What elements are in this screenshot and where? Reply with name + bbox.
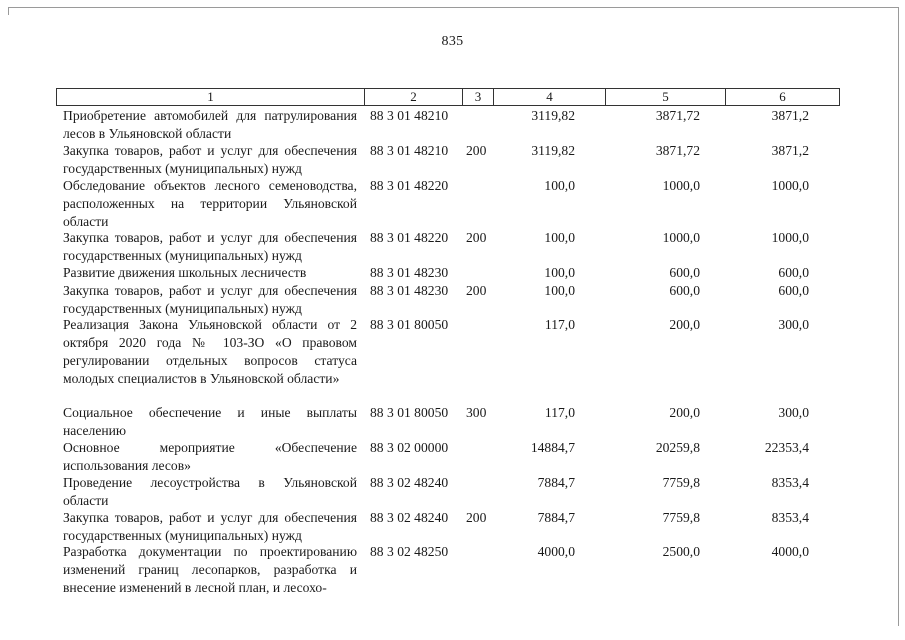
header-col-4: 4: [494, 89, 606, 105]
row-value-col4: 117,0: [544, 405, 575, 420]
row-value-col6: 300,0: [778, 405, 809, 420]
row-value-col4: 100,0: [544, 265, 575, 280]
row-value-col4: 3119,82: [531, 108, 575, 123]
row-value-col6: 600,0: [778, 265, 809, 280]
row-value-col5: 200,0: [669, 317, 700, 332]
row-name: Обследование объектов лесного семеноводства, расположенных на территории Ульяновской области: [63, 178, 357, 229]
header-col-5: 5: [606, 89, 726, 105]
row-name: Разработка документации по проектированию изменений границ лесопарков, разработка и внесение изменений в лесной план, и лесохо-: [63, 544, 357, 595]
row-value-col6: 300,0: [778, 317, 809, 332]
row-value-col5: 600,0: [669, 265, 700, 280]
row-expense-type: 200: [466, 283, 487, 298]
row-value-col6: 8353,4: [771, 475, 809, 490]
row-name: Проведение лесоустройства в Ульяновской области: [63, 475, 357, 508]
row-code: 88 3 02 48250: [370, 544, 449, 559]
header-col-3: 3: [463, 89, 494, 105]
row-code: 88 3 02 48240: [370, 510, 449, 525]
row-name: Развитие движения школьных лесничеств: [63, 265, 307, 280]
header-col-2: 2: [365, 89, 463, 105]
row-code: 88 3 01 48210: [370, 108, 449, 123]
row-value-col5: 200,0: [669, 405, 700, 420]
row-value-col6: 3871,2: [771, 108, 809, 123]
row-code: 88 3 02 00000: [370, 440, 449, 455]
row-code: 88 3 01 48230: [370, 265, 449, 280]
row-value-col5: 7759,8: [662, 475, 700, 490]
row-value-col5: 7759,8: [662, 510, 700, 525]
row-code: 88 3 01 48220: [370, 178, 449, 193]
row-name: Реализация Закона Ульяновской области от 2 октября 2020 года № 103-ЗО «О правовом регулировании отдельных вопросов статуса молодых специалистов в Ульяновской области»: [63, 317, 357, 386]
row-value-col4: 4000,0: [537, 544, 575, 559]
row-expense-type: 300: [466, 405, 487, 420]
row-value-col4: 7884,7: [537, 475, 575, 490]
row-value-col5: 2500,0: [662, 544, 700, 559]
row-code: 88 3 02 48240: [370, 475, 449, 490]
row-name: Социальное обеспечение и иные выплаты населению: [63, 405, 357, 438]
row-value-col6: 1000,0: [771, 230, 809, 245]
row-name: Закупка товаров, работ и услуг для обеспечения государственных (муниципальных) нужд: [63, 283, 357, 316]
row-code: 88 3 01 48230: [370, 283, 449, 298]
row-code: 88 3 01 48210: [370, 143, 449, 158]
row-value-col5: 600,0: [669, 283, 700, 298]
row-expense-type: 200: [466, 143, 487, 158]
header-col-6: 6: [779, 89, 786, 104]
row-expense-type: 200: [466, 510, 487, 525]
row-value-col6: 4000,0: [771, 544, 809, 559]
row-name: Закупка товаров, работ и услуг для обеспечения государственных (муниципальных) нужд: [63, 143, 357, 176]
row-value-col4: 3119,82: [531, 143, 575, 158]
row-value-col4: 100,0: [544, 178, 575, 193]
row-value-col5: 1000,0: [662, 230, 700, 245]
row-code: 88 3 01 80050: [370, 317, 449, 332]
row-name: Закупка товаров, работ и услуг для обеспечения государственных (муниципальных) нужд: [63, 510, 357, 543]
row-name: Основное мероприятие «Обеспечение использования лесов»: [63, 440, 357, 473]
header-col-1: 1: [57, 89, 365, 105]
row-value-col4: 100,0: [544, 230, 575, 245]
row-value-col4: 117,0: [544, 317, 575, 332]
row-value-col4: 100,0: [544, 283, 575, 298]
row-value-col6: 3871,2: [771, 143, 809, 158]
row-value-col5: 1000,0: [662, 178, 700, 193]
row-value-col4: 14884,7: [530, 440, 575, 455]
row-value-col6: 1000,0: [771, 178, 809, 193]
row-value-col6: 600,0: [778, 283, 809, 298]
row-name: Приобретение автомобилей для патрулирования лесов в Ульяновской области: [63, 108, 357, 141]
row-value-col5: 3871,72: [655, 108, 700, 123]
row-value-col4: 7884,7: [537, 510, 575, 525]
row-code: 88 3 01 80050: [370, 405, 449, 420]
row-value-col6: 8353,4: [771, 510, 809, 525]
row-code: 88 3 01 48220: [370, 230, 449, 245]
row-name: Закупка товаров, работ и услуг для обеспечения государственных (муниципальных) нужд: [63, 230, 357, 263]
row-value-col5: 3871,72: [655, 143, 700, 158]
row-value-col6: 22353,4: [764, 440, 809, 455]
row-expense-type: 200: [466, 230, 487, 245]
page-number: 835: [441, 34, 464, 49]
row-value-col5: 20259,8: [655, 440, 700, 455]
